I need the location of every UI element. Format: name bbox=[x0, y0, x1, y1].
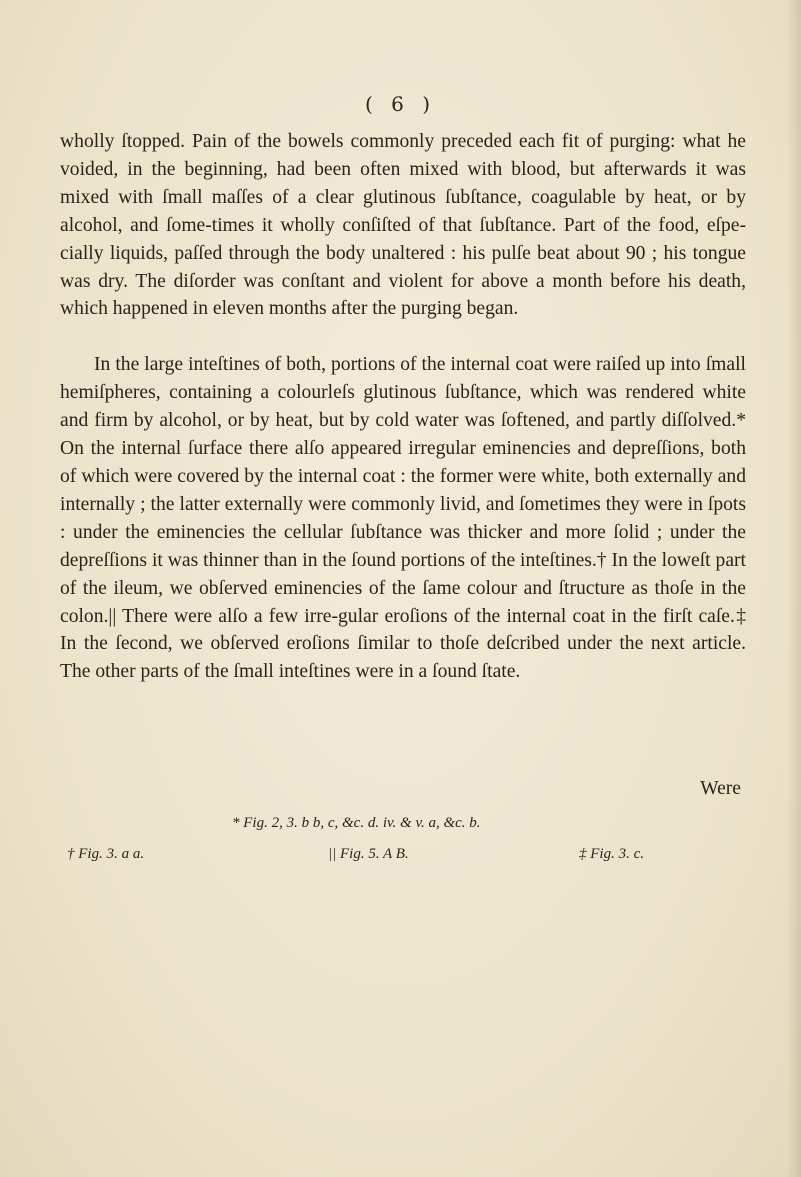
body-text bbox=[60, 128, 746, 686]
page-number: ( 6 ) bbox=[364, 92, 437, 116]
paragraph-2: In the large inteſtines of both, portions of the internal coat were raiſed up into ſmall hemiſpheres, containing a colourleſs glutinous ſubſtance, which was rendered white and firm by alcohol, or by heat, but by cold water was ſoftened, and partly diſſolved.* On the internal ſurface there alſo appeared irregular eminencies and depreſſions, both of which were covered by the internal coat : the former were white, both externally and internally ; the latter externally were commonly livid, and ſometimes they were in ſpots : under the eminencies the cellular ſubſtance was thicker and more ſolid ; under the depreſſions it was thinner than in the ſound portions of the inteſtines.† In the loweſt part of the ileum, we obſerved eminencies of the ſame colour and ſtructure as thoſe in the colon.|| There were alſo a few irre-gular eroſions of the internal coat in the firſt caſe.‡ In the ſecond, we obſerved eroſions ſimilar to thoſe deſcribed under the next article. The other parts of the ſmall inteſtines were in a ſound ſtate. bbox=[60, 354, 746, 683]
paragraph-1: wholly ſtopped. Pain of the bowels commonly preceded each fit of purging: what he voided, in the beginning, had been often mixed with blood, but afterwards it was mixed with ſmall maſſes of a clear glutinous ſubſtance, coagulable by heat, or by alcohol, and ſome-times it wholly conſiſted of that ſubſtance. Part of the food, eſpe-cially liquids, paſſed through the body unaltered : his pulſe beat about 90 ; his tongue was dry. The diſorder was conſtant and violent for above a month before his death, which happened in eleven months after the purging began. bbox=[60, 131, 746, 320]
catchword: Were bbox=[700, 778, 741, 799]
footnote-parallel: || Fig. 5. A B. bbox=[328, 846, 409, 862]
footnote-dagger: † Fig. 3. a a. bbox=[67, 846, 145, 862]
paragraph-gap bbox=[60, 323, 746, 351]
page-edge-shadow bbox=[787, 0, 801, 1177]
footnote-asterisk: * Fig. 2, 3. b b, c, &c. d. iv. & v. a, &c. b. bbox=[232, 815, 481, 831]
footnote-double-dagger: ‡ Fig. 3. c. bbox=[579, 846, 644, 862]
